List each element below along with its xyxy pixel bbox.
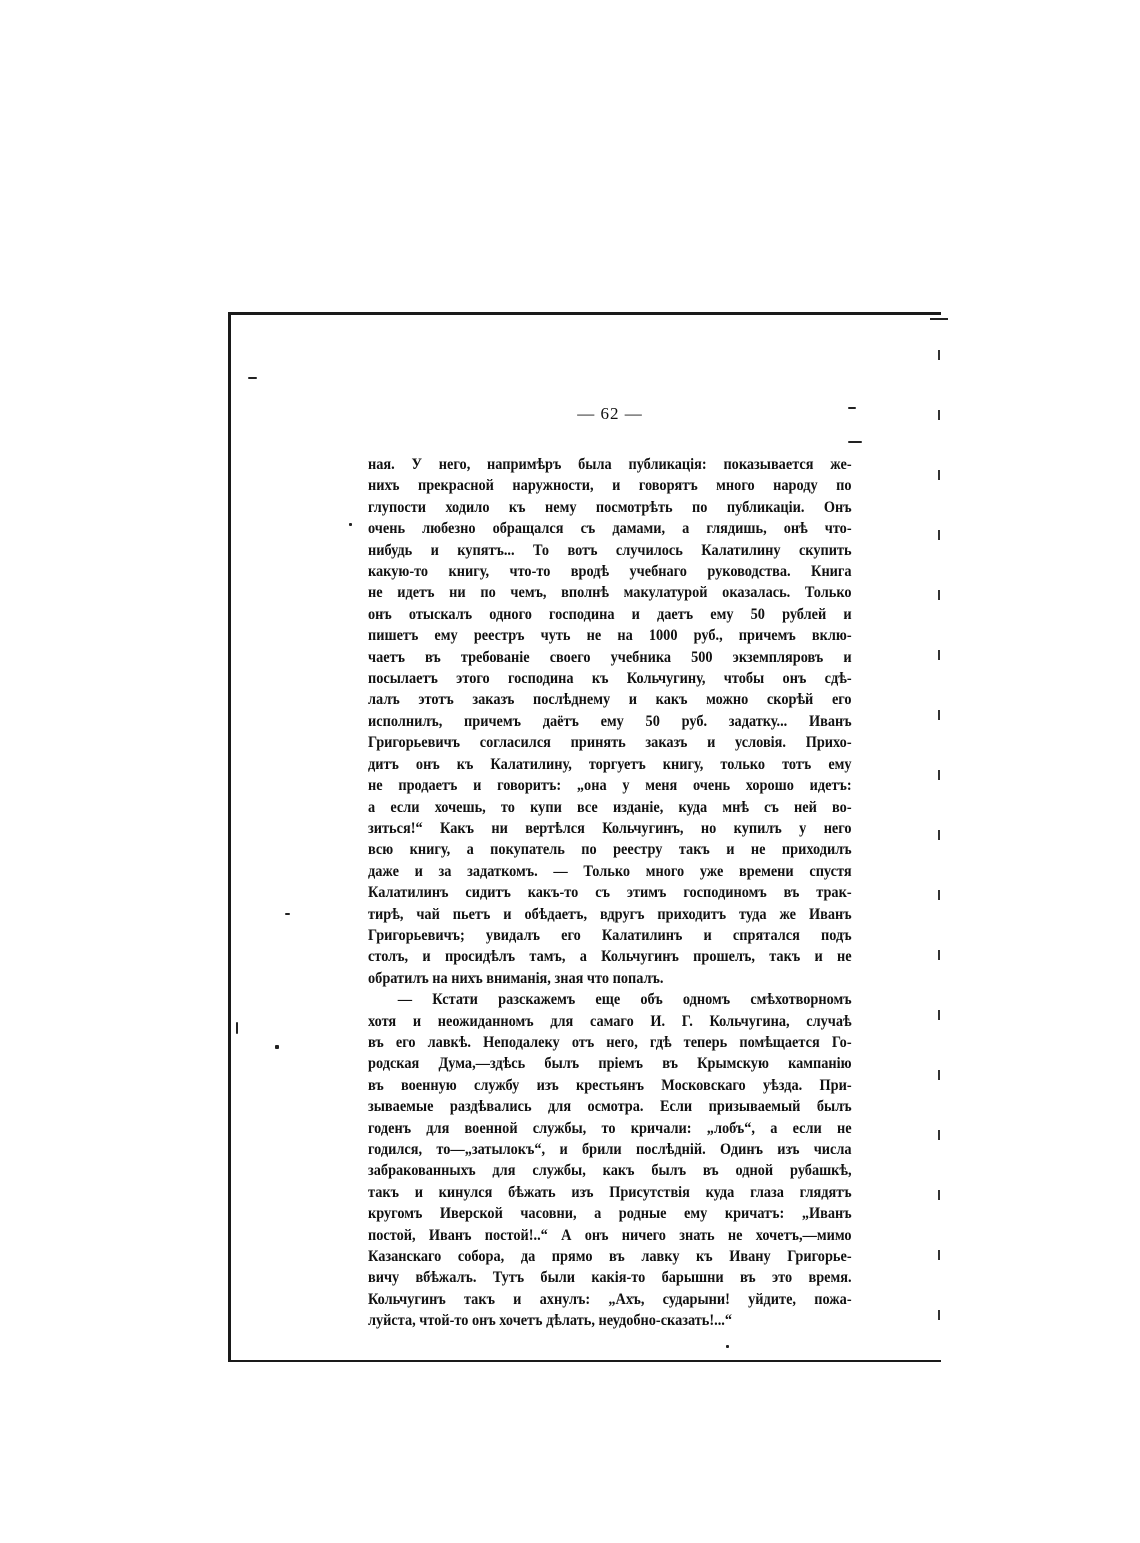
text-line: исполнилъ, причемъ даётъ ему 50 руб. задатку... Иванъ [368, 712, 852, 730]
text-line: вичу вбѣжалъ. Тутъ были какія-то барышни въ это время. [368, 1269, 852, 1287]
text-line: всю книгу, а покупатель по реестру такъ и не приходилъ [368, 841, 852, 859]
text-line: какую-то книгу, что-то вродѣ учебнаго руководства. Книга [368, 563, 852, 581]
text-line: столъ, и просидѣлъ тамъ, а Кольчугинъ прошелъ, такъ и не [368, 948, 852, 966]
text-line: глупости ходило къ нему посмотрѣть по публикаціи. Онъ [368, 498, 852, 516]
scan-speck [248, 377, 257, 379]
body-text [368, 454, 852, 1332]
text-line: не продаетъ и говоритъ: „она у меня очень хорошо идетъ: [368, 777, 852, 795]
text-line: лалъ этотъ заказъ послѣднему и какъ можно скорѣй его [368, 691, 852, 709]
text-line: обратилъ на нихъ вниманія, зная что попалъ. [368, 969, 664, 987]
text-line: нибудь и купятъ... То вотъ случилось Калатилину скупить [368, 541, 852, 559]
text-line: годенъ для военной службы, то кричали: „лобъ“, а если не [368, 1119, 852, 1137]
text-line: родская Дума,—здѣсь былъ пріемъ въ Крымскую кампанію [368, 1055, 852, 1073]
text-line: луйста, чтой-то онъ хочетъ дѣлать, неудобно-сказать!...“ [368, 1312, 733, 1330]
text-line: зываемые раздѣвались для осмотра. Если призываемый былъ [368, 1098, 852, 1116]
text-line: Казанскаго собора, да прямо въ лавку къ Ивану Григорье- [368, 1248, 852, 1266]
frame-corner-mark [930, 318, 948, 320]
text-line: Григорьевичъ; увидалъ его Калатилинъ и спрятался подъ [368, 926, 852, 944]
text-line: не идетъ ни по чемъ, вполнѣ макулатурой оказалась. Только [368, 584, 852, 602]
text-line: нихъ прекрасной наружности, и говорятъ много народу по [368, 477, 852, 495]
text-line: даже и за задаткомъ. — Только много уже времени спустя [368, 862, 852, 880]
text-line: — Кстати разскажемъ еще объ одномъ смѣхотворномъ [397, 991, 852, 1009]
text-line: постой, Иванъ постой!..“ А онъ ничего знать не хочетъ,—мимо [368, 1226, 852, 1244]
scan-speck [285, 913, 290, 915]
paragraph-2 [368, 989, 852, 1332]
scan-speck [236, 1022, 238, 1034]
text-line: зиться!“ Какъ ни вертѣлся Кольчугинъ, но купилъ у него [368, 819, 852, 837]
text-line: онъ отыскалъ одного господина и даетъ ему 50 рублей и [368, 605, 852, 623]
text-line: кругомъ Иверской часовни, а родные ему кричатъ: „Иванъ [368, 1205, 852, 1223]
text-line: въ его лавкѣ. Неподалеку отъ него, гдѣ теперь помѣщается Го- [368, 1033, 852, 1051]
scan-speck [275, 1045, 279, 1049]
text-line: забракованныхъ для службы, какъ былъ въ одной рубашкѣ, [368, 1162, 852, 1180]
text-line: а если хочешь, то купи все изданіе, куда мнѣ съ ней во- [368, 798, 852, 816]
scan-speck [726, 1345, 729, 1348]
text-line: Григорьевичъ согласился принять заказъ и условія. Прихо- [368, 734, 852, 752]
scan-speck [848, 441, 862, 443]
text-line: Кольчугинъ такъ и ахнулъ: „Ахъ, сударыни! уйдите, пожа- [368, 1290, 852, 1308]
text-line: очень любезно обращался съ дамами, а глядишь, онѣ что- [368, 520, 852, 538]
text-line: посылаетъ этого господина къ Кольчугину, чтобы онъ сдѣ- [368, 670, 852, 688]
scan-speck [848, 407, 856, 409]
text-line: чаетъ въ требованіе своего учебника 500 экземпляровъ и [368, 648, 852, 666]
text-line: пишетъ ему реестръ чуть не на 1000 руб., причемъ вклю- [368, 627, 852, 645]
paragraph-1 [368, 454, 852, 989]
text-line: такъ и кинулся бѣжать изъ Присутствія куда глаза глядятъ [368, 1183, 852, 1201]
text-line: въ военную службу изъ крестьянъ Московскаго уѣзда. При- [368, 1076, 852, 1094]
frame-right-edge [938, 350, 940, 1350]
text-line: хотя и неожиданномъ для самаго И. Г. Кольчугина, случаѣ [368, 1012, 852, 1030]
text-line: тирѣ, чай пьетъ и обѣдаетъ, вдругъ приходитъ туда же Иванъ [368, 905, 852, 923]
text-line: Калатилинъ сидитъ какъ-то съ этимъ господиномъ въ трак- [368, 884, 852, 902]
scan-speck [349, 523, 352, 526]
text-line: ная. У него, напримѣръ была публикація: показывается же- [368, 456, 852, 473]
page-number: — 62 — [577, 404, 643, 423]
text-line: дитъ онъ къ Калатилину, торгуетъ книгу, только тотъ ему [368, 755, 852, 773]
text-line: годился, то—„затылокъ“, и брили послѣдній. Одинъ изъ числа [368, 1141, 852, 1158]
